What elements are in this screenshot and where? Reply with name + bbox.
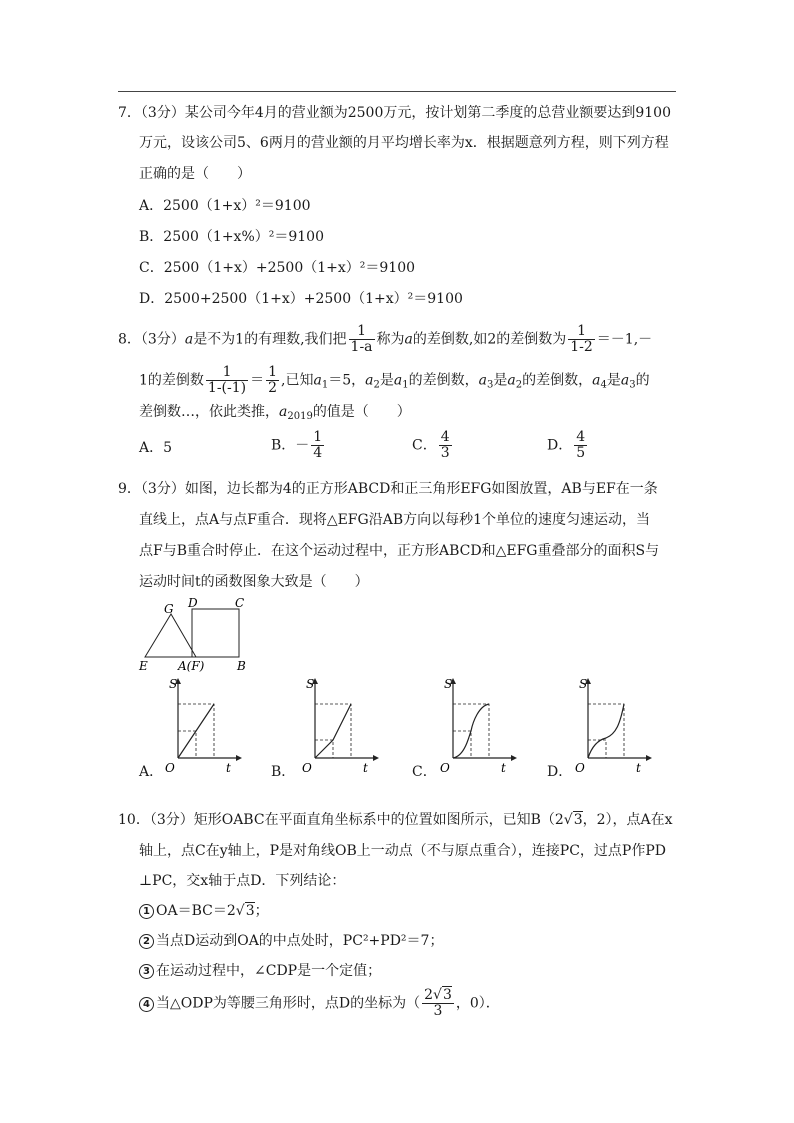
fraction: $\frac{1}{2}$ — [268, 364, 278, 396]
x-axis-arrow — [373, 755, 379, 761]
fraction: $\frac{4}{3}$ — [440, 429, 450, 461]
q7-option-b: B．2500（1+x%）²＝9100 — [139, 229, 324, 245]
origin-label: O — [575, 761, 585, 775]
axis-label-t: t — [363, 761, 368, 775]
q10-line-3: ⊥PC，交x轴于点D．下列结论： — [139, 873, 346, 889]
axis-label-t: t — [226, 761, 231, 775]
axis-label-s: S — [169, 677, 178, 691]
q9-line-4: 运动时间t的函数图象大致是（ ） — [139, 574, 369, 590]
q8-line-1: 8．（3分）a是不为1的有理数,我们把 $\frac{1}{1-a}$ 称为a的差倒数,如2的差倒数为 $\frac{1}{1-2}$ ＝－1,－ — [118, 323, 653, 355]
circled-number: 3 — [139, 964, 154, 979]
sqrt-sign: √ — [563, 812, 573, 828]
q9-option-c: C． — [412, 764, 437, 780]
q8-option-a: A．5 — [139, 440, 173, 456]
x-axis-arrow — [646, 755, 652, 761]
q7-line-3: 正确的是（ ） — [139, 166, 251, 182]
square-abcd — [192, 609, 239, 657]
fraction: $\frac{1}{1-a}$ — [350, 323, 373, 355]
q7-option-c: C．2500（1+x）+2500（1+x）²＝9100 — [139, 260, 416, 276]
label-c: C — [235, 596, 245, 610]
q9-option-b: B． — [271, 764, 296, 780]
q9-line-1: 9．（3分）如图，边长都为4的正方形ABCD和正三角形EFG如图放置，AB与EF在一条 — [118, 481, 658, 497]
q9-graph-d — [570, 676, 652, 776]
circled-number: 4 — [139, 997, 154, 1012]
q8-option-d: D． $\frac{4}{5}$ — [547, 429, 586, 461]
q10-line-2: 轴上，点C在y轴上，P是对角线OB上一动点（不与原点重合），连接PC，过点P作PD — [139, 843, 667, 859]
q10-claim-2: 2 当点D运动到OA的中点处时，PC²+PD²＝7； — [139, 931, 443, 951]
origin-label: O — [302, 761, 312, 775]
q10-claim-4: 4 当△ODP为等腰三角形时，点D的坐标为（ $\frac{2√3}{3}$ ，0）． — [139, 988, 500, 1019]
sqrt-sign: √ — [235, 903, 245, 919]
guide-dashed — [453, 731, 471, 758]
label-b: B — [237, 659, 246, 673]
q8-option-b: B．－ $\frac{1}{4}$ — [271, 429, 323, 461]
label-g: G — [164, 602, 174, 616]
q8-line-2: 1的差倒数 $\frac{1}{1-(-1)}$ ＝ $\frac{1}{2}$ ,已知$a_1=5$，$a_2$是$a_1$的差倒数，$a_3$是$a_2$的差倒数，$a_4$是$a_3$的 — [139, 364, 650, 396]
q10-line-1: 10．（3分）矩形OABC在平面直角坐标系中的位置如图所示，已知B（2√3，2），点A在x — [118, 812, 673, 828]
q8-option-c: C． $\frac{4}{3}$ — [412, 429, 450, 461]
origin-label: O — [440, 761, 450, 775]
label-af: A(F) — [178, 659, 205, 673]
fraction: $\frac{1}{1-(-1)}$ — [207, 364, 247, 396]
axis-label-t: t — [636, 761, 641, 775]
q9-line-3: 点F与B重合时停止．在这个运动过程中，正方形ABCD和△EFG重叠部分的面积S与 — [139, 543, 660, 559]
sqrt-sign: √ — [433, 987, 442, 1003]
q9-option-d: D． — [547, 764, 573, 780]
q8-line-3: 差倒数…，依此类推，$a_{2019}$的值是（ ） — [139, 404, 411, 422]
q9-figure — [134, 596, 254, 674]
fraction: $\frac{4}{5}$ — [576, 429, 586, 461]
axis-label-s: S — [579, 677, 588, 691]
axis-label-s: S — [306, 677, 315, 691]
q9-graph-a — [160, 676, 242, 776]
q7-line-2: 万元，设该公司5、6两月的营业额的月平均增长率为x．根据题意列方程，则下列方程 — [139, 135, 669, 151]
q9-graph-c — [435, 676, 517, 776]
fraction: $\frac{2√3}{3}$ — [424, 987, 452, 1019]
fraction: $\frac{1}{1-2}$ — [570, 323, 593, 355]
x-axis-arrow — [236, 755, 242, 761]
axis-label-s: S — [444, 677, 453, 691]
origin-label: O — [165, 761, 175, 775]
q9-option-a: A． — [139, 764, 164, 780]
q7-line-1: 7．（3分）某公司今年4月的营业额为2500万元，按计划第二季度的总营业额要达到9100 — [118, 105, 671, 121]
circled-number: 2 — [139, 934, 154, 949]
q10-claim-3: 3 在运动过程中，∠CDP是一个定值； — [139, 961, 381, 981]
circled-number: 1 — [139, 904, 154, 919]
triangle-efg — [145, 614, 196, 657]
q10-claim-1: 1 OA＝BC＝2√3； — [139, 901, 269, 921]
label-e: E — [139, 659, 148, 673]
header-rule — [118, 91, 676, 92]
q9-line-2: 直线上，点A与点F重合．现将△EFG沿AB方向以每秒1个单位的速度匀速运动，当 — [139, 512, 651, 528]
q7-option-a: A．2500（1+x）²＝9100 — [139, 198, 311, 214]
label-d: D — [188, 596, 198, 610]
axis-label-t: t — [501, 761, 506, 775]
q7-option-d: D．2500+2500（1+x）+2500（1+x）²＝9100 — [139, 291, 463, 307]
x-axis-arrow — [511, 755, 517, 761]
q9-graph-b — [297, 676, 379, 776]
fraction: $\frac{1}{4}$ — [313, 429, 323, 461]
